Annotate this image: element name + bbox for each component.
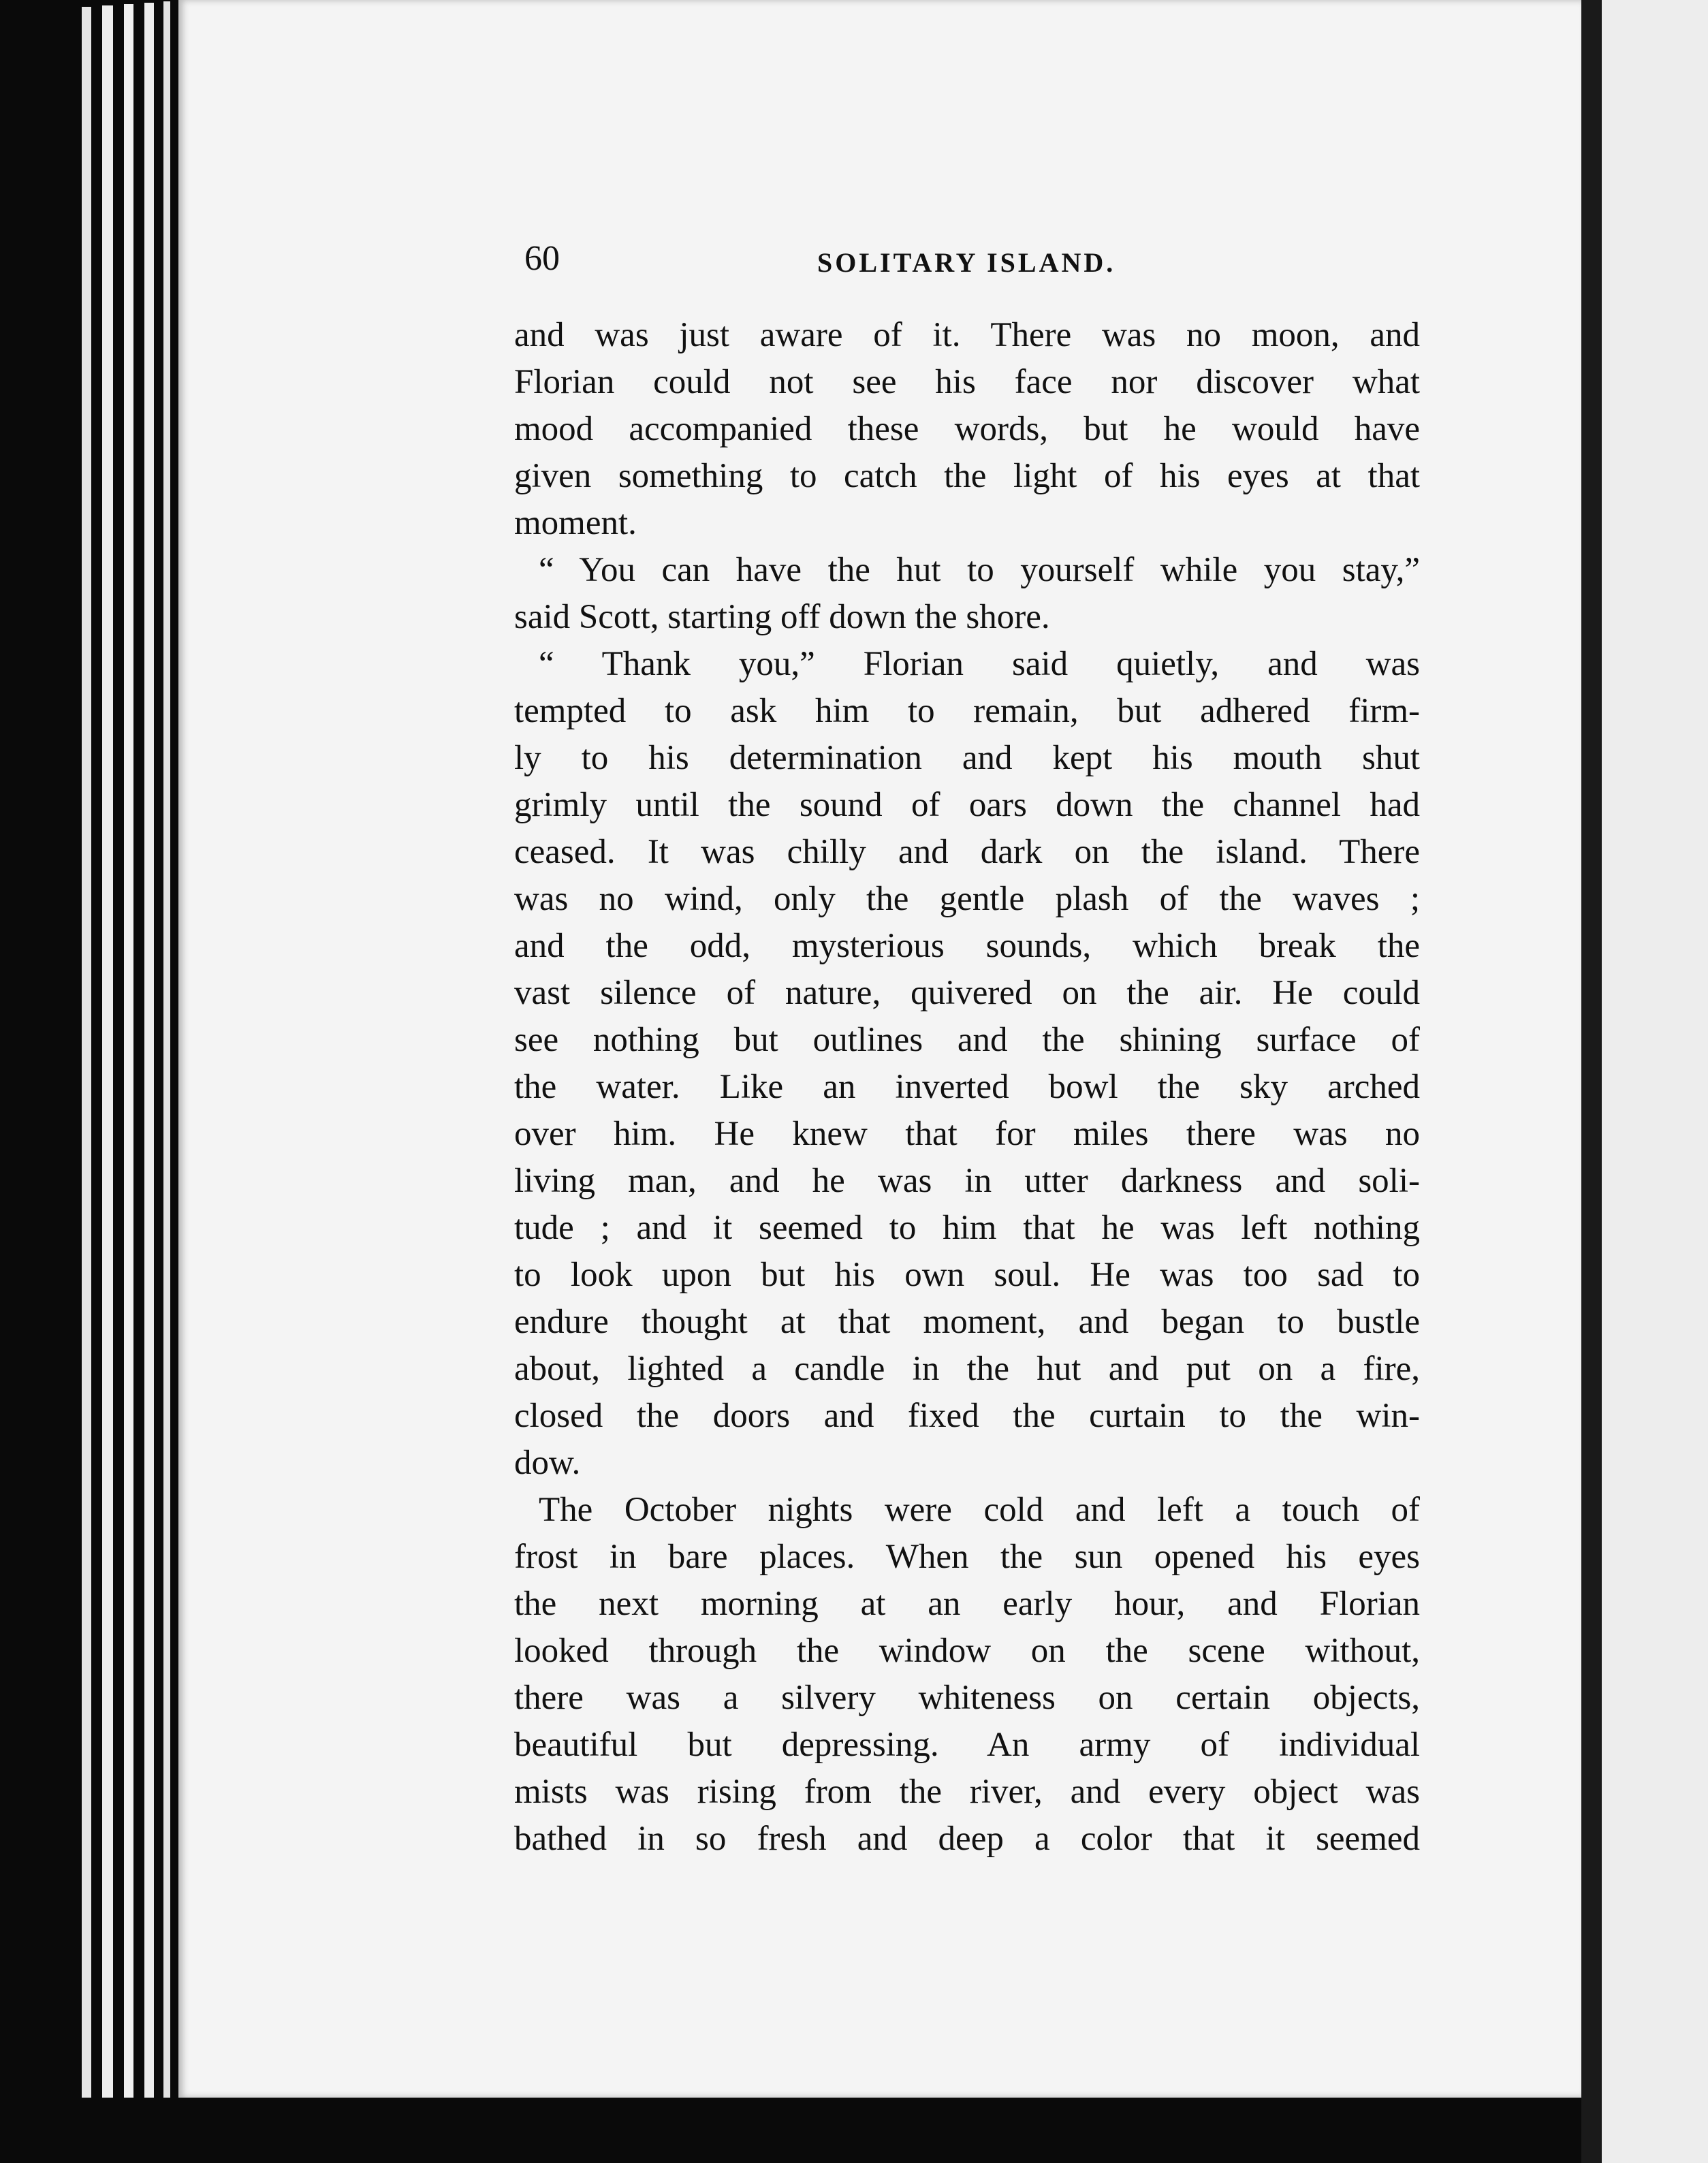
text-line: see nothing but outlines and the shining surface of [514,1021,1420,1059]
text-line: tempted to ask him to remain, but adhered firm- [514,692,1420,730]
text-line: tude ; and it seemed to him that he was left nothing [514,1209,1420,1247]
scan-border [0,2098,1581,2163]
book-gutter [1581,0,1602,2163]
text-line: beautiful but depressing. An army of individual [514,1726,1420,1764]
text-line: endure thought at that moment, and began to bustle [514,1303,1420,1341]
text-line: bathed in so fresh and deep a color that it seemed [514,1820,1420,1858]
running-title: SOLITARY ISLAND. [817,247,1116,278]
text-line: Florian could not see his face nor discover what [514,363,1420,401]
running-head [524,232,1430,286]
text-line: mood accompanied these words, but he would have [514,410,1420,448]
text-line: ly to his determination and kept his mouth shut [514,739,1420,777]
text-line: about, lighted a candle in the hut and put on a fire, [514,1350,1420,1388]
facing-page-edge [1602,0,1708,2163]
text-line: there was a silvery whiteness on certain objects, [514,1679,1420,1717]
text-line: and was just aware of it. There was no moon, and [514,316,1420,354]
page-number: 60 [524,239,560,278]
page-edge [124,4,133,2136]
text-line: “ Thank you,” Florian said quietly, and was [539,645,1420,683]
text-line: closed the doors and fixed the curtain to the win- [514,1397,1420,1435]
text-line: to look upon but his own soul. He was too sad to [514,1256,1420,1294]
text-line: grimly until the sound of oars down the channel had [514,786,1420,824]
text-line: vast silence of nature, quivered on the air. He could [514,974,1420,1012]
text-line: given something to catch the light of his eyes at that [514,457,1420,495]
text-line: was no wind, only the gentle plash of the waves ; [514,880,1420,918]
text-line: dow. [514,1444,581,1482]
page-edge [144,3,154,2133]
text-line: ceased. It was chilly and dark on the island. There [514,833,1420,871]
text-line: looked through the window on the scene without, [514,1632,1420,1670]
text-line: mists was rising from the river, and every object was [514,1773,1420,1811]
body-text [514,312,1420,1863]
page-edge [82,7,91,2143]
text-line: “ You can have the hut to yourself while you stay,” [539,551,1420,589]
text-line: over him. He knew that for miles there was no [514,1115,1420,1153]
text-line: frost in bare places. When the sun opened his eyes [514,1538,1420,1576]
text-line: The October nights were cold and left a touch of [539,1491,1420,1529]
text-line: the next morning at an early hour, and Florian [514,1585,1420,1623]
page-edge [163,1,170,2130]
text-line: the water. Like an inverted bowl the sky arched [514,1068,1420,1106]
text-line: moment. [514,504,637,542]
text-line: and the odd, mysterious sounds, which break the [514,927,1420,965]
text-line: living man, and he was in utter darkness and soli- [514,1162,1420,1200]
text-line: said Scott, starting off down the shore. [514,598,1050,636]
page-edge [102,5,113,2138]
